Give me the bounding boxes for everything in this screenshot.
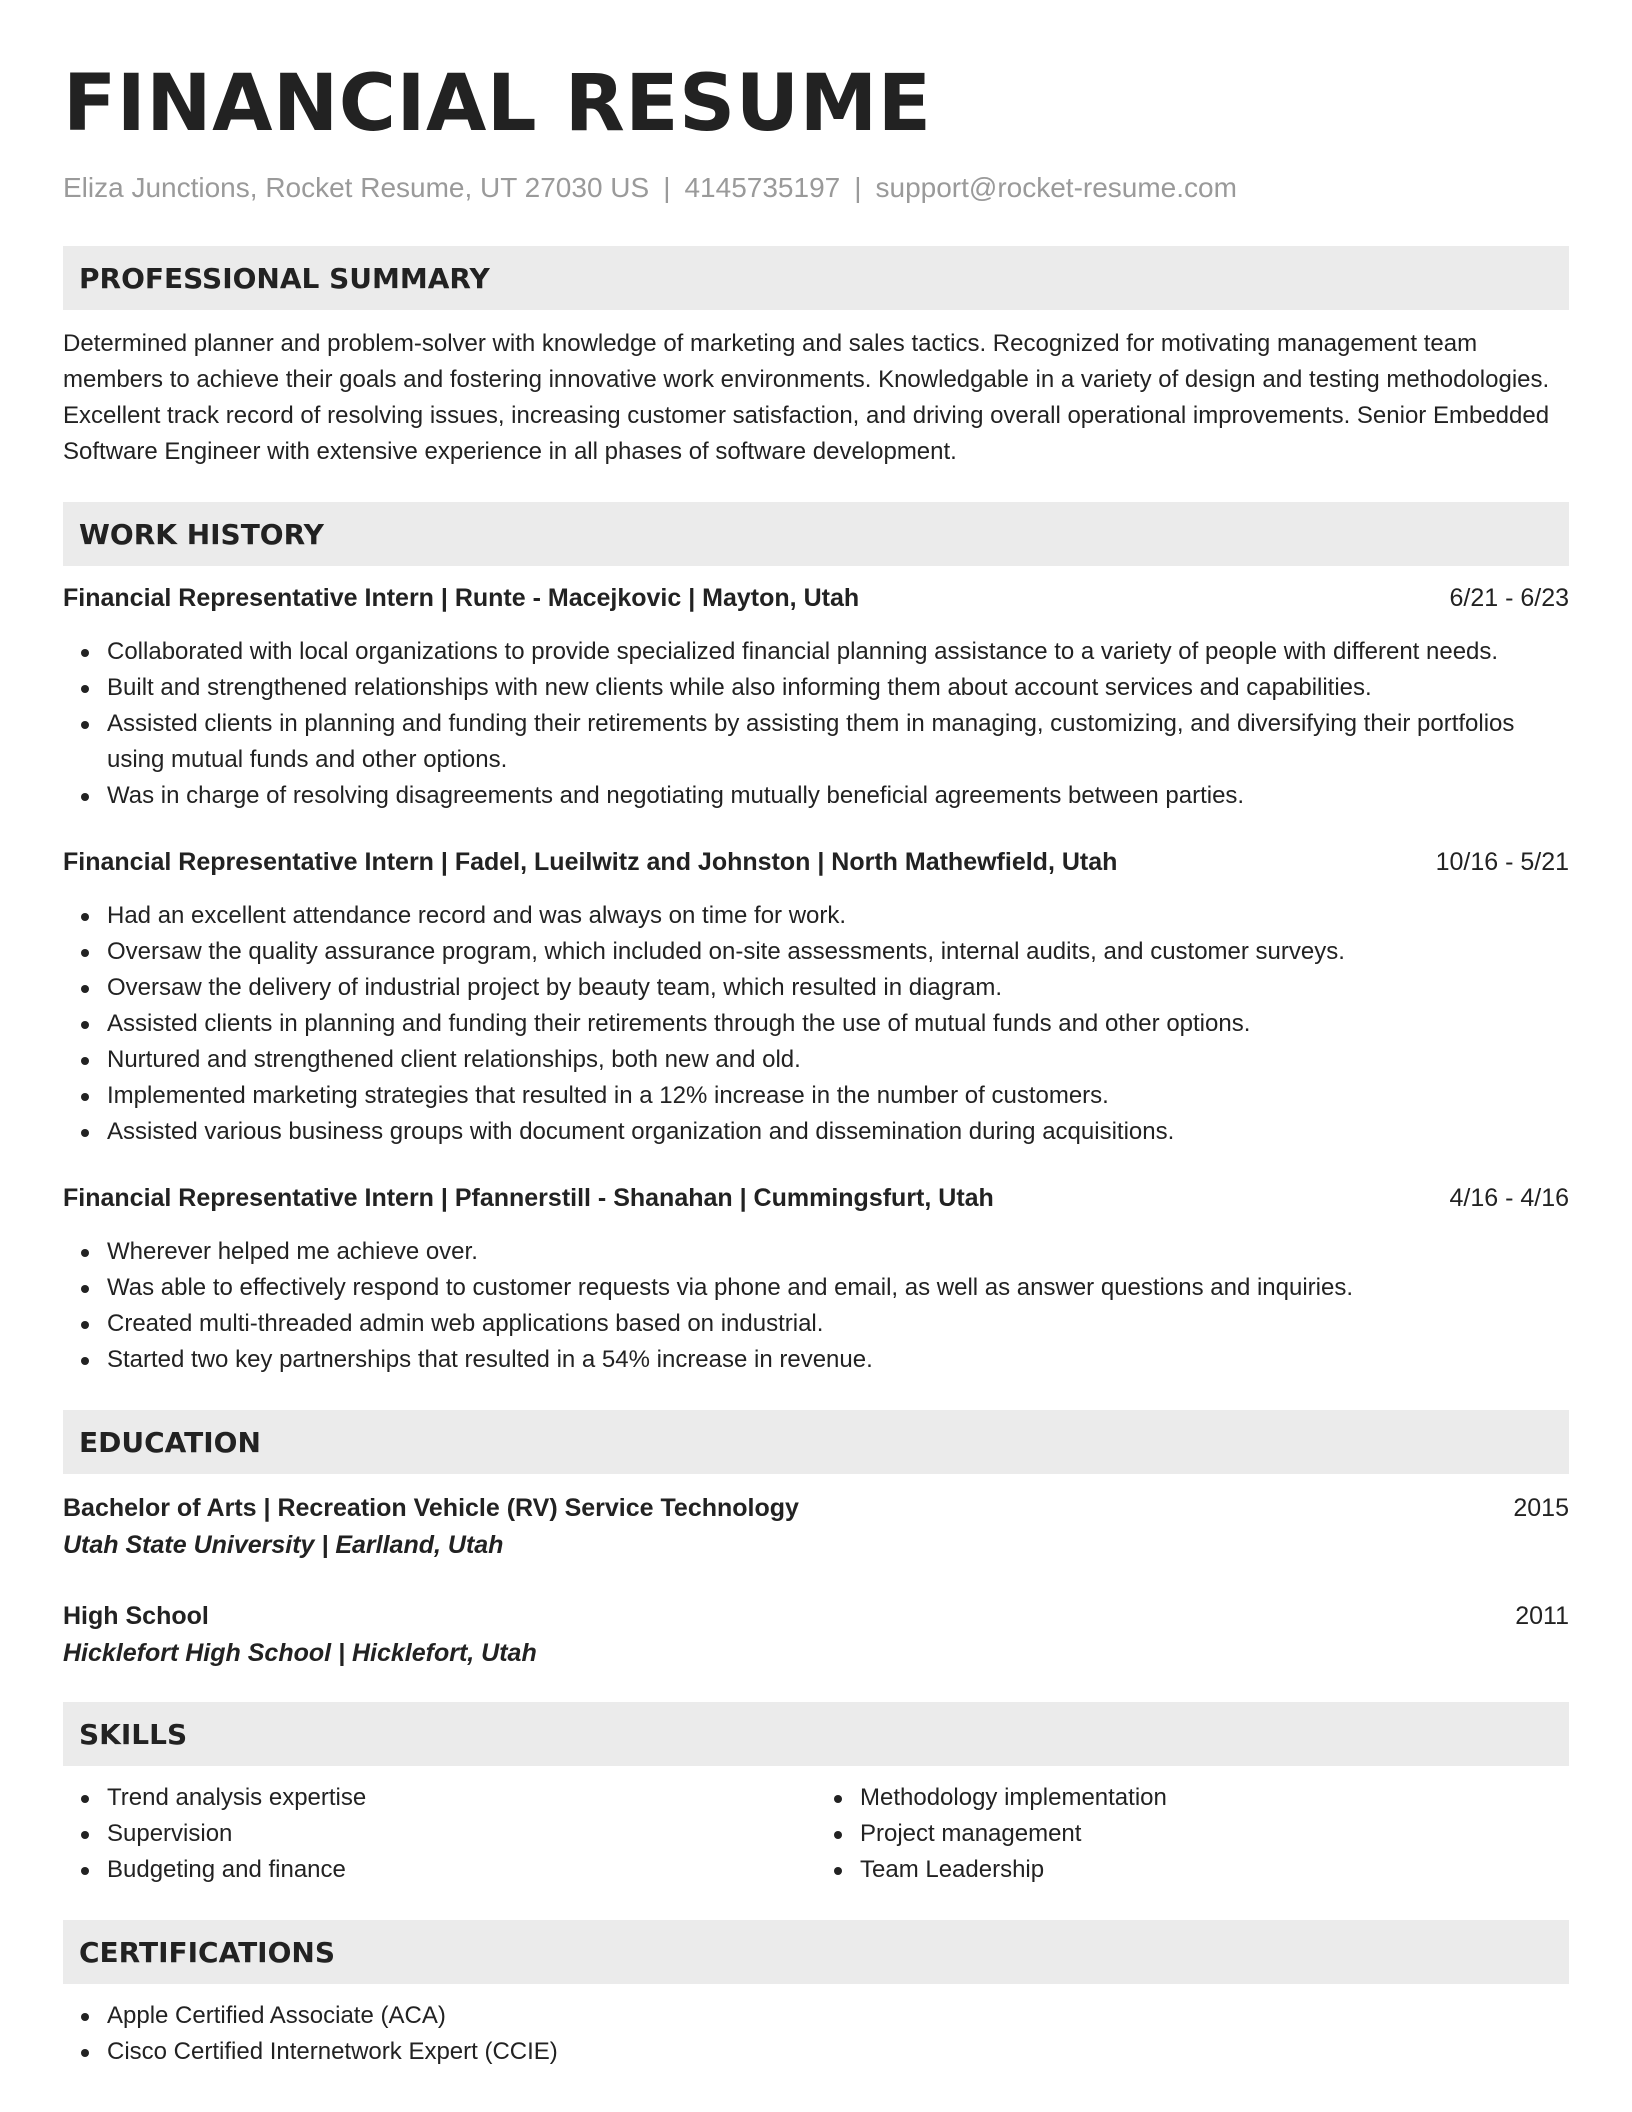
job-bullet: Wherever helped me achieve over. xyxy=(107,1234,1569,1270)
job-bullet: Nurtured and strengthened client relationships, both new and old. xyxy=(107,1042,1569,1078)
job-header xyxy=(63,844,1569,880)
skill-item: Trend analysis expertise xyxy=(107,1780,816,1816)
job-bullet: Built and strengthened relationships with new clients while also informing them about account services and capabilities. xyxy=(107,670,1569,706)
job-bullet: Assisted clients in planning and funding their retirements through the use of mutual funds and other options. xyxy=(107,1006,1569,1042)
section-header-work-history: WORK HISTORY xyxy=(63,502,1569,566)
contact-email: support@rocket-resume.com xyxy=(875,172,1237,203)
job-bullet: Implemented marketing strategies that resulted in a 12% increase in the number of customers. xyxy=(107,1078,1569,1114)
job-header xyxy=(63,1180,1569,1216)
education-degree: Bachelor of Arts | Recreation Vehicle (RV) Service Technology xyxy=(63,1494,799,1522)
skill-item: Budgeting and finance xyxy=(107,1852,816,1888)
job-title: Financial Representative Intern | Runte - Macejkovic | Mayton, Utah xyxy=(63,584,860,612)
skill-item: Supervision xyxy=(107,1816,816,1852)
education-header xyxy=(63,1490,1569,1526)
job-dates: 10/16 - 5/21 xyxy=(1435,848,1569,876)
section-header-summary: PROFESSIONAL SUMMARY xyxy=(63,246,1569,310)
education-school: Hicklefort High School | Hicklefort, Utah xyxy=(63,1639,537,1667)
job-entry xyxy=(63,844,1569,1150)
job-header xyxy=(63,580,1569,616)
job-bullet: Assisted clients in planning and funding their retirements by assisting them in managing, customizing, and diversifying their portfolios using mutual funds and other options. xyxy=(107,706,1569,778)
education-entry xyxy=(63,1490,1569,1564)
education-degree: High School xyxy=(63,1602,209,1630)
job-bullet: Was able to effectively respond to customer requests via phone and email, as well as answer questions and inquiries. xyxy=(107,1270,1569,1306)
section-header-education: EDUCATION xyxy=(63,1410,1569,1474)
section-header-certifications: CERTIFICATIONS xyxy=(63,1920,1569,1984)
job-bullet: Collaborated with local organizations to provide specialized financial planning assistance to a variety of people with different needs. xyxy=(107,634,1569,670)
job-bullet: Had an excellent attendance record and was always on time for work. xyxy=(107,898,1569,934)
skill-item: Project management xyxy=(860,1816,1569,1852)
job-dates: 6/21 - 6/23 xyxy=(1449,584,1569,612)
certifications-list xyxy=(63,1998,1569,2070)
job-bullets xyxy=(63,898,1569,1150)
skills-list-left xyxy=(63,1780,816,1888)
skills-list-right xyxy=(816,1780,1569,1888)
certification-item: Apple Certified Associate (ACA) xyxy=(107,1998,1569,2034)
certification-item: Cisco Certified Internetwork Expert (CCIE) xyxy=(107,2034,1569,2070)
job-bullet: Started two key partnerships that resulted in a 54% increase in revenue. xyxy=(107,1342,1569,1378)
job-dates: 4/16 - 4/16 xyxy=(1449,1184,1569,1212)
job-bullet: Created multi-threaded admin web applications based on industrial. xyxy=(107,1306,1569,1342)
job-bullet: Oversaw the delivery of industrial project by beauty team, which resulted in diagram. xyxy=(107,970,1569,1006)
job-title: Financial Representative Intern | Pfannerstill - Shanahan | Cummingsfurt, Utah xyxy=(63,1184,994,1212)
contact-separator: | xyxy=(663,172,671,203)
summary-text: Determined planner and problem-solver with knowledge of marketing and sales tactics. Recognized for motivating management team members to achieve their goals and fostering innovative work environments. Knowledgable in a variety of design and testing methodologies. Excellent track record of resolving issues, increasing customer satisfaction, and driving overall operational improvements. Senior Embedded Software Engineer with extensive experience in all phases of software development. xyxy=(63,330,1550,465)
contact-phone: 4145735197 xyxy=(684,172,841,203)
education-school: Utah State University | Earlland, Utah xyxy=(63,1531,504,1559)
job-bullet: Assisted various business groups with document organization and dissemination during acquisitions. xyxy=(107,1114,1569,1150)
contact-separator: | xyxy=(854,172,862,203)
skill-item: Methodology implementation xyxy=(860,1780,1569,1816)
contact-address: Eliza Junctions, Rocket Resume, UT 27030 US xyxy=(63,172,650,203)
job-entry xyxy=(63,1180,1569,1378)
contact-line xyxy=(63,168,1569,208)
education-year: 2011 xyxy=(1515,1602,1569,1630)
job-bullet: Oversaw the quality assurance program, which included on-site assessments, internal audits, and customer surveys. xyxy=(107,934,1569,970)
job-entry xyxy=(63,580,1569,814)
job-bullet: Was in charge of resolving disagreements and negotiating mutually beneficial agreements between parties. xyxy=(107,778,1569,814)
section-header-skills: SKILLS xyxy=(63,1702,1569,1766)
skills-grid xyxy=(63,1780,1569,1888)
skill-item: Team Leadership xyxy=(860,1852,1569,1888)
resume-title: FINANCIAL RESUME xyxy=(63,59,932,149)
education-entry xyxy=(63,1598,1569,1672)
education-year: 2015 xyxy=(1513,1494,1569,1522)
job-bullets xyxy=(63,634,1569,814)
education-header xyxy=(63,1598,1569,1634)
job-bullets xyxy=(63,1234,1569,1378)
job-title: Financial Representative Intern | Fadel, Lueilwitz and Johnston | North Mathewfield, Utah xyxy=(63,848,1118,876)
